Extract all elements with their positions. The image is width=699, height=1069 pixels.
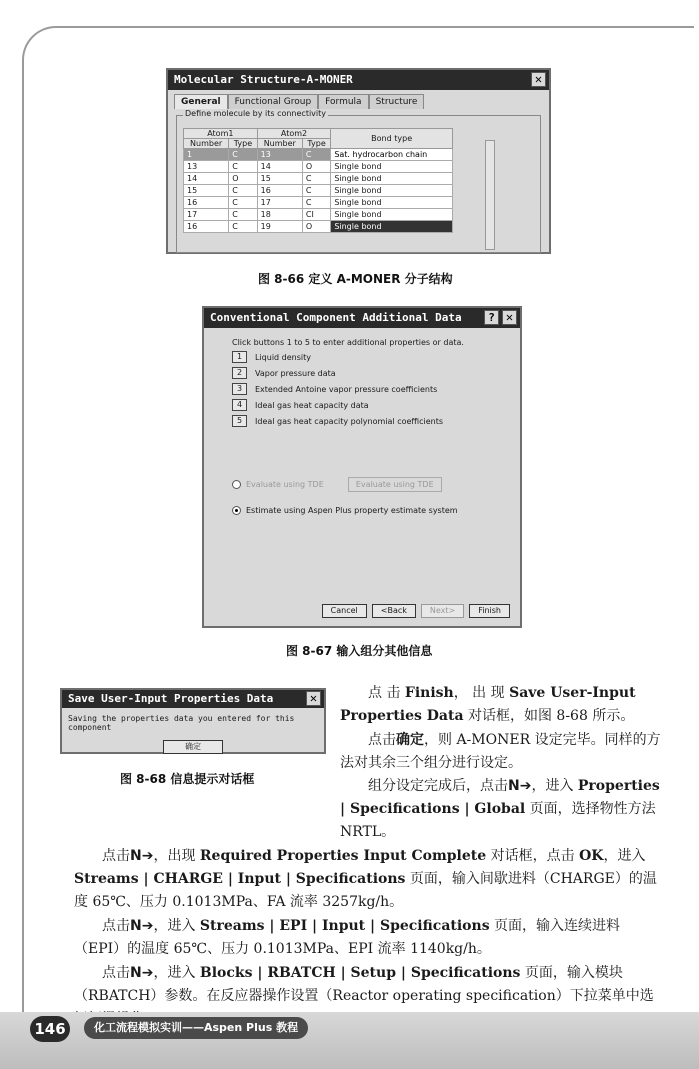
bond-header: Bond type xyxy=(331,129,453,149)
next-arrow-icon: N➔ xyxy=(508,778,532,794)
estimate-radio-label: Estimate using Aspen Plus property estimate system xyxy=(246,506,458,515)
dialog-buttons xyxy=(322,604,510,618)
close-icon[interactable]: ✕ xyxy=(502,310,517,325)
option-label: Liquid density xyxy=(255,352,312,362)
table-row[interactable] xyxy=(184,173,453,185)
type-header: Type xyxy=(302,139,330,149)
option-button[interactable]: 1 xyxy=(232,351,247,363)
option-row xyxy=(232,399,492,411)
text: 对话框，点击 xyxy=(486,848,580,864)
tde-radio-row xyxy=(232,477,492,492)
type-header: Type xyxy=(229,139,257,149)
text: Save User-Input Properties Data xyxy=(340,685,636,724)
tab-formula[interactable]: Formula xyxy=(318,94,368,109)
tde-radio-label: Evaluate using TDE xyxy=(246,480,324,489)
dialog-message: Saving the properties data you entered for this component xyxy=(68,714,295,732)
window-titlebar xyxy=(62,690,324,708)
atom2-type[interactable]: C xyxy=(302,173,330,185)
figure-caption: 图 8-67 输入组分其他信息 xyxy=(286,644,433,658)
option-button[interactable]: 3 xyxy=(232,383,247,395)
bond-type[interactable]: Single bond xyxy=(331,197,453,209)
text: ，则 A-MONER 设定完毕。同样的方法对其余三个组分进行设定。 xyxy=(340,732,661,771)
atom1-number[interactable]: 13 xyxy=(184,161,229,173)
text: ，进入 xyxy=(603,848,646,864)
atom2-number[interactable]: 18 xyxy=(257,209,302,221)
book-title: 化工流程模拟实训——Aspen Plus 教程 xyxy=(84,1017,308,1039)
component-additional-data-window xyxy=(202,306,522,628)
atom1-number[interactable]: 15 xyxy=(184,185,229,197)
atom1-type[interactable]: C xyxy=(229,197,257,209)
number-header: Number xyxy=(257,139,302,149)
save-properties-dialog xyxy=(60,688,326,754)
atom2-type[interactable]: O xyxy=(302,221,330,233)
option-row xyxy=(232,415,492,427)
atom2-type[interactable]: CI xyxy=(302,209,330,221)
atom1-type[interactable]: C xyxy=(229,209,257,221)
close-icon[interactable]: ✕ xyxy=(531,72,546,87)
molecular-structure-window xyxy=(166,68,551,254)
bond-type[interactable]: Single bond xyxy=(331,185,453,197)
tab-general[interactable]: General xyxy=(174,94,228,109)
atom1-number[interactable]: 1 xyxy=(184,149,229,161)
atom2-number[interactable]: 15 xyxy=(257,173,302,185)
next-arrow-icon: N➔ xyxy=(130,918,154,934)
back-button[interactable]: <Back xyxy=(372,604,416,618)
table-row[interactable] xyxy=(184,161,453,173)
tde-radio[interactable] xyxy=(232,480,241,489)
atom2-number[interactable]: 13 xyxy=(257,149,302,161)
option-label: Vapor pressure data xyxy=(255,368,336,378)
dialog-body xyxy=(204,328,520,525)
table-row[interactable] xyxy=(184,209,453,221)
atom1-number[interactable]: 16 xyxy=(184,221,229,233)
table-row[interactable] xyxy=(184,197,453,209)
text: Streams | CHARGE | Input | Specifications xyxy=(74,871,406,887)
text: OK xyxy=(579,848,604,864)
atom1-type[interactable]: C xyxy=(229,149,257,161)
group-label: Define molecule by its connectivity xyxy=(185,109,327,118)
atom2-type[interactable]: C xyxy=(302,197,330,209)
tab-functional-group[interactable]: Functional Group xyxy=(228,94,319,109)
connectivity-table xyxy=(183,128,453,233)
atom2-header: Atom2 xyxy=(257,129,331,139)
tab-structure[interactable]: Structure xyxy=(369,94,425,109)
table-row[interactable] xyxy=(184,149,453,161)
text: ， 出 现 xyxy=(453,685,510,701)
option-button[interactable]: 2 xyxy=(232,367,247,379)
intro-text: Click buttons 1 to 5 to enter additional properties or data. xyxy=(232,338,464,347)
text: 点 击 xyxy=(368,685,405,701)
atom1-type[interactable]: C xyxy=(229,161,257,173)
paragraph-finish xyxy=(340,682,662,728)
text: ，进入 xyxy=(531,778,578,794)
text: 点击 xyxy=(102,848,130,864)
option-label: Ideal gas heat capacity polynomial coefficients xyxy=(255,416,444,426)
atom1-number[interactable]: 17 xyxy=(184,209,229,221)
text: 页面，选择物性方法 NRTL。 xyxy=(340,801,656,840)
bond-type[interactable]: Single bond xyxy=(331,161,453,173)
close-icon[interactable]: ✕ xyxy=(306,691,321,706)
option-row xyxy=(232,351,492,363)
text: 点击 xyxy=(368,732,396,748)
paragraph-confirm xyxy=(340,729,662,775)
figure-caption: 图 8-66 定义 A-MONER 分子结构 xyxy=(258,272,453,286)
text: 对话框，如图 8-68 所示。 xyxy=(463,708,635,724)
paragraph-properties xyxy=(340,775,662,844)
evaluate-tde-button[interactable]: Evaluate using TDE xyxy=(348,477,442,492)
bond-type-dropdown[interactable]: Single bond xyxy=(331,221,453,233)
table-row[interactable] xyxy=(184,185,453,197)
window-title: Conventional Component Additional Data xyxy=(210,311,462,324)
ok-button[interactable]: 确定 xyxy=(163,740,223,754)
atom1-type[interactable]: C xyxy=(229,221,257,233)
text: 页面，输入连续进料（EPI）的温度 65℃、压力 0.1013MPa、EPI 流率 1140kg/h。 xyxy=(74,918,621,957)
option-row xyxy=(232,383,492,395)
connectivity-group xyxy=(176,109,541,253)
atom1-header: Atom1 xyxy=(184,129,258,139)
option-button[interactable]: 5 xyxy=(232,415,247,427)
number-header: Number xyxy=(184,139,229,149)
text: 页面，输入模块（RBATCH）参数。在反应器操作设置（Reactor operating specification）下拉菜单中选 xyxy=(74,965,654,1004)
atom1-number[interactable]: 14 xyxy=(184,173,229,185)
bond-type[interactable]: Single bond xyxy=(331,173,453,185)
table-scrollbar[interactable] xyxy=(485,140,495,250)
tab-bar xyxy=(168,90,549,109)
text: Required Properties Input Complete xyxy=(199,848,487,864)
atom2-type[interactable]: C xyxy=(302,185,330,197)
window-title: Molecular Structure-A-MONER xyxy=(174,73,353,86)
atom2-type[interactable]: O xyxy=(302,161,330,173)
atom2-number[interactable]: 16 xyxy=(257,185,302,197)
finish-button[interactable]: Finish xyxy=(469,604,510,618)
atom1-number[interactable]: 16 xyxy=(184,197,229,209)
text: 点击 xyxy=(102,918,130,934)
page-number: 146 xyxy=(30,1016,70,1042)
text: Blocks | RBATCH | Setup | Specifications xyxy=(199,965,521,981)
bond-type[interactable]: Sat. hydrocarbon chain xyxy=(331,149,453,161)
text: 点击 xyxy=(102,965,130,981)
atom2-type[interactable]: C xyxy=(302,149,330,161)
option-button[interactable]: 4 xyxy=(232,399,247,411)
text: 组分设定完成后，点击 xyxy=(368,778,508,794)
text: ，进入 xyxy=(153,965,200,981)
next-button[interactable]: Next> xyxy=(421,604,464,618)
text: ，出现 xyxy=(153,848,200,864)
figure-caption: 图 8-68 信息提示对话框 xyxy=(120,772,255,786)
atom1-type[interactable]: C xyxy=(229,185,257,197)
text: Streams | EPI | Input | Specifications xyxy=(199,918,490,934)
bond-type[interactable]: Single bond xyxy=(331,209,453,221)
text: 页面，输入间歇进料（CHARGE）的温度 65℃、压力 0.1013MPa、FA 流率 3257kg/h。 xyxy=(74,871,657,910)
paragraph-charge xyxy=(74,845,662,914)
text: Properties | Specifications | Global xyxy=(340,778,660,817)
next-arrow-icon: N➔ xyxy=(130,965,154,981)
window-title: Save User-Input Properties Data xyxy=(68,692,274,705)
paragraph-epi xyxy=(74,915,662,961)
window-titlebar xyxy=(168,70,549,90)
option-row xyxy=(232,367,492,379)
atom2-number[interactable]: 14 xyxy=(257,161,302,173)
atom2-number[interactable]: 17 xyxy=(257,197,302,209)
text: ，进入 xyxy=(153,918,200,934)
window-titlebar xyxy=(204,308,520,328)
text: 确定 xyxy=(396,732,424,748)
estimate-radio-row xyxy=(232,506,492,515)
cancel-button[interactable]: Cancel xyxy=(322,604,367,618)
option-label: Ideal gas heat capacity data xyxy=(255,400,369,410)
help-icon[interactable]: ? xyxy=(484,310,499,325)
next-arrow-icon: N➔ xyxy=(130,848,154,864)
text: Finish xyxy=(404,685,454,701)
atom1-type[interactable]: O xyxy=(229,173,257,185)
option-label: Extended Antoine vapor pressure coefficients xyxy=(255,384,438,394)
atom2-number[interactable]: 19 xyxy=(257,221,302,233)
estimate-radio[interactable] xyxy=(232,506,241,515)
table-row[interactable] xyxy=(184,221,453,233)
